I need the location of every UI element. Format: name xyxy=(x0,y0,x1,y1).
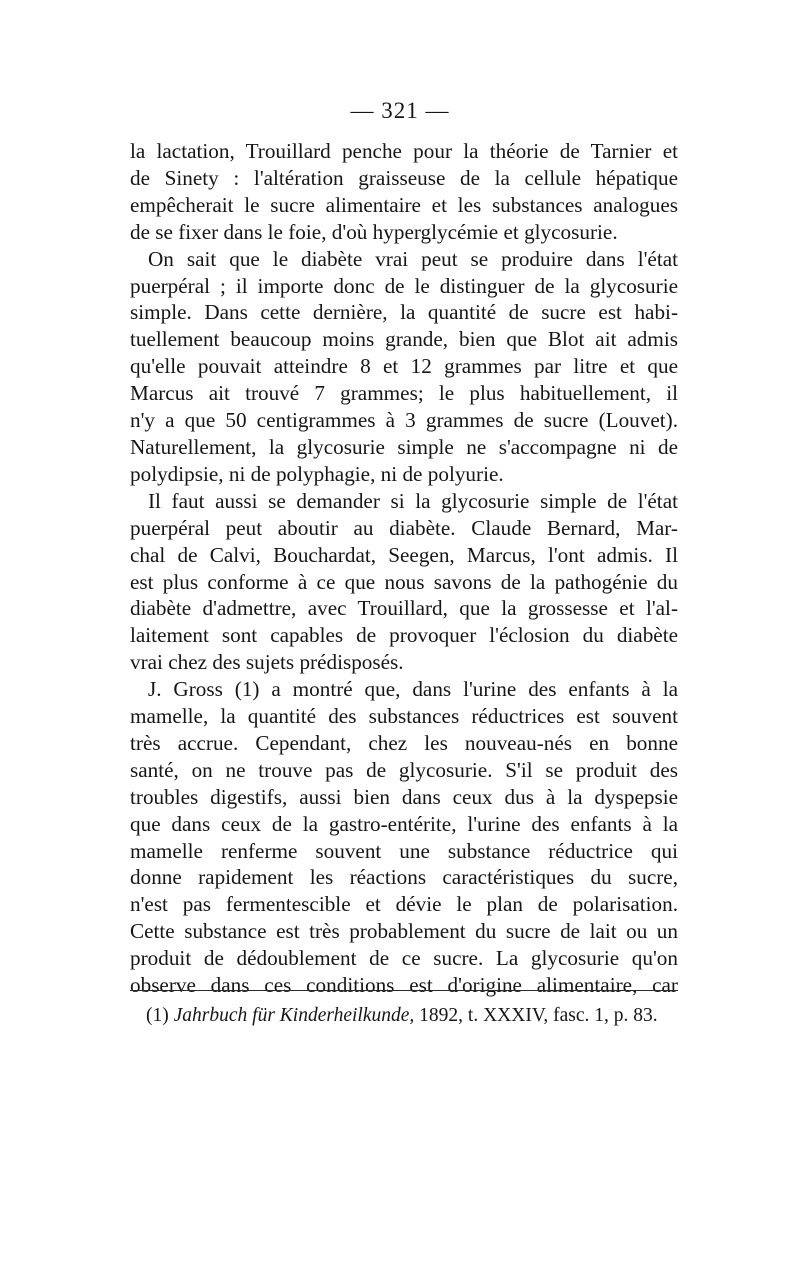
text-line: empêcherait le sucre alimentaire et les substances analogues xyxy=(130,192,678,217)
text-line: n'est pas fermentescible et dévie le plan de polarisation. xyxy=(130,892,678,917)
text-line: produit de dédoublement de ce sucre. La glycosurie qu'on xyxy=(130,946,678,971)
text-line: Cette substance est très probablement du sucre de lait ou un xyxy=(130,919,678,944)
footnote-details: 1892, t. XXXIV, fasc. 1, p. 83. xyxy=(419,1005,658,1026)
text-line: qu'elle pouvait atteindre 8 et 12 grammes par litre et que xyxy=(130,354,678,379)
text-line: troubles digestifs, aussi bien dans ceux dus à la dyspepsie xyxy=(130,784,678,809)
text-line: puerpéral peut aboutir au diabète. Claude Bernard, Mar- xyxy=(130,515,678,540)
text-line: vrai chez des sujets prédisposés. xyxy=(130,650,404,675)
text-line: très accrue. Cependant, chez les nouveau-nés en bonne xyxy=(130,730,678,755)
footnote-marker: (1) xyxy=(146,1005,169,1026)
text-line: que dans ceux de la gastro-entérite, l'urine des enfants à la xyxy=(130,811,678,836)
text-line: observe dans ces conditions est d'origine alimentaire, car xyxy=(130,973,678,998)
text-line: de Sinety : l'altération graisseuse de la cellule hépatique xyxy=(130,165,678,190)
text-line: Naturellement, la glycosurie simple ne s'accompagne ni de xyxy=(130,434,678,459)
text-line: donne rapidement les réactions caractéristiques du sucre, xyxy=(130,865,678,890)
text-line: Marcus ait trouvé 7 grammes; le plus habituellement, il xyxy=(130,381,678,406)
text-line: puerpéral ; il importe donc de le distinguer de la glycosurie xyxy=(130,273,678,298)
text-line: mamelle renferme souvent une substance réductrice qui xyxy=(130,838,678,863)
text-line: est plus conforme à ce que nous savons de la pathogénie du xyxy=(130,569,678,594)
body-text xyxy=(130,138,678,999)
text-line: Il faut aussi se demander si la glycosurie simple de l'état xyxy=(148,488,678,513)
text-line: n'y a que 50 centigrammes à 3 grammes de sucre (Louvet). xyxy=(130,408,678,433)
text-line: la lactation, Trouillard penche pour la théorie de Tarnier et xyxy=(130,139,678,163)
text-line: chal de Calvi, Bouchardat, Seegen, Marcus, l'ont admis. Il xyxy=(130,542,678,567)
text-line: de se fixer dans le foie, d'où hyperglycémie et glycosurie. xyxy=(130,219,618,244)
text-line: mamelle, la quantité des substances réductrices est souvent xyxy=(130,704,678,729)
text-line: J. Gross (1) a montré que, dans l'urine des enfants à la xyxy=(148,677,678,702)
footnote xyxy=(146,1004,676,1028)
page-number: — 321 — xyxy=(350,98,450,123)
text-line: diabète d'admettre, avec Trouillard, que la grossesse et l'al- xyxy=(130,596,678,621)
footnote-journal: Jahrbuch für Kinderheilkunde, xyxy=(173,1005,415,1026)
text-line: santé, on ne trouve pas de glycosurie. S'il se produit des xyxy=(130,757,678,782)
text-line: simple. Dans cette dernière, la quantité de sucre est habi- xyxy=(130,300,678,325)
text-line: On sait que le diabète vrai peut se produire dans l'état xyxy=(148,246,678,271)
text-line: tuellement beaucoup moins grande, bien que Blot ait admis xyxy=(130,327,678,352)
footnote-rule xyxy=(130,990,678,991)
text-line: polydipsie, ni de polyphagie, ni de polyurie. xyxy=(130,461,504,486)
text-line: laitement sont capables de provoquer l'éclosion du diabète xyxy=(130,623,678,648)
